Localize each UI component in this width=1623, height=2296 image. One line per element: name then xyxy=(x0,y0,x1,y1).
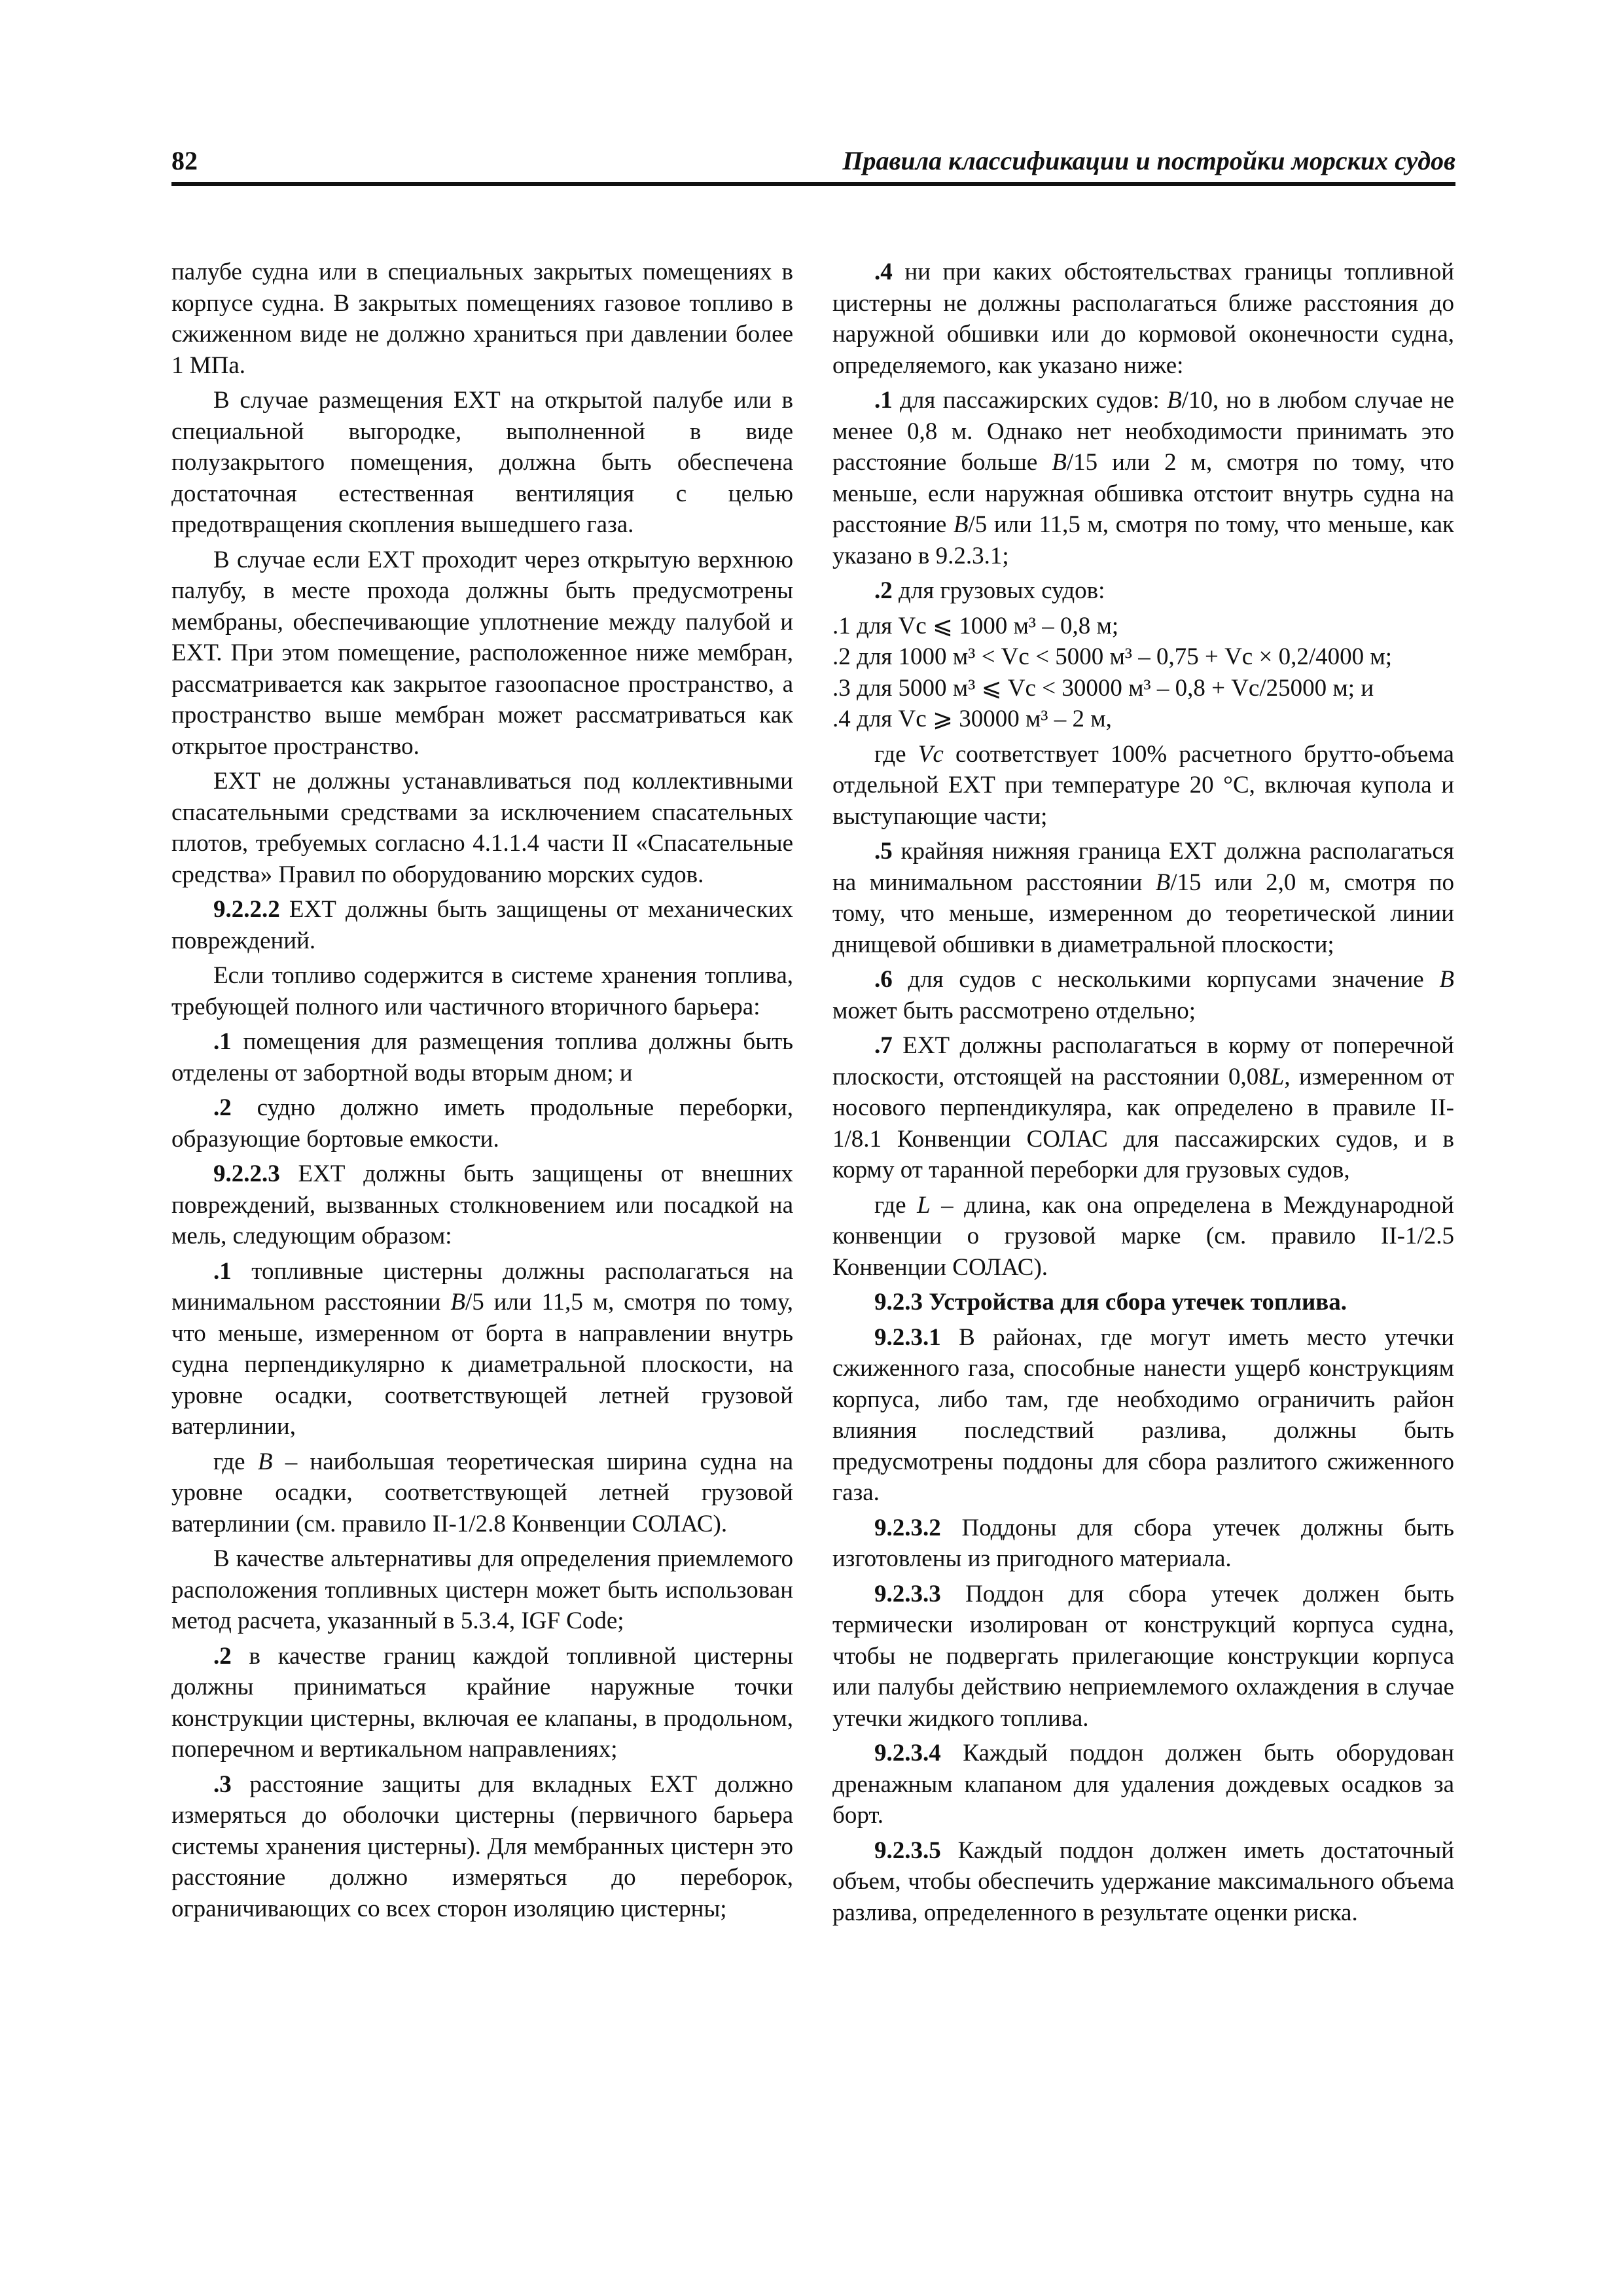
section-heading xyxy=(832,1287,1454,1318)
running-title: Правила классификации и постройки морских судов xyxy=(842,146,1455,175)
text: где xyxy=(874,740,918,768)
paragraph: В случае размещения ЕХТ на открытой палубе или в специальной выгородке, выполненной в виде полузакрытого помещения, должна быть обеспечена достаточная естественная вентиляция с целью предотвращения скопления вышедшего газа. xyxy=(171,387,793,538)
formula-line: .4 для Vc ⩾ 30000 м³ – 2 м, xyxy=(832,706,1112,732)
list-item xyxy=(171,1641,793,1765)
list-item xyxy=(171,1092,793,1155)
clause-paragraph xyxy=(832,1322,1454,1509)
item-text: расстояние защиты для вкладных ЕХТ должно измеряться до оболочки цистерны (первичного барьера системы хранения цистерны). Для мембранных цистерн это расстояние должно измеряться до переборок, ограничивающих со всех сторон изоляцию цистерны; xyxy=(171,1770,793,1922)
clause-number: 9.2.3.2 xyxy=(874,1514,941,1541)
item-number: .1 xyxy=(213,1257,232,1285)
variable: Vc xyxy=(918,740,944,768)
item-number: .4 xyxy=(874,259,893,285)
right-column xyxy=(832,257,1454,1932)
clause-paragraph xyxy=(171,894,793,956)
item-text: ЕХТ должны располагаться в корму от поперечной плоскости, отстоящей на расстоянии 0,08 xyxy=(832,1032,1454,1090)
formula-line: .1 для Vc ⩽ 1000 м³ – 0,8 м; xyxy=(832,612,1119,639)
clause-number: 9.2.3.5 xyxy=(874,1837,941,1864)
section-number: 9.2.3 xyxy=(874,1289,923,1316)
variable: B xyxy=(953,511,969,538)
clause-paragraph xyxy=(171,1158,793,1252)
formula-list xyxy=(832,611,1454,735)
paragraph: Если топливо содержится в системе хранения топлива, требующей полного или частичного вторичного барьера: xyxy=(171,962,793,1020)
text: – наибольшая теоретическая ширина судна на уровне осадки, соответствующей летней грузовой ватерлинии (см. правило II-1/2.8 Конвенции СОЛАС). xyxy=(171,1448,793,1537)
formula-line: .2 для 1000 м³ < Vc < 5000 м³ – 0,75 + Vc × 0,2/4000 м; xyxy=(832,643,1393,670)
list-item xyxy=(832,964,1454,1026)
item-number: .2 xyxy=(213,1642,232,1670)
item-text: /15 или 2 м, смотря по тому, что меньше, если наружная обшивка отстоит внутрь судна на расстояние xyxy=(832,449,1454,538)
clause-text: Каждый поддон должен быть оборудован дренажным клапаном для удаления дождевых осадков за борт. xyxy=(832,1740,1454,1829)
definition-paragraph xyxy=(832,739,1454,833)
item-number: .6 xyxy=(874,966,893,993)
item-text: , измеренном от носового перпендикуляра, как определено в правиле II-1/8.1 Конвенции СОЛАС для пассажирских судов, и в корму от таранной переборки для грузовых судов, xyxy=(832,1063,1454,1183)
variable: B xyxy=(1167,387,1182,414)
clause-number: 9.2.2.2 xyxy=(213,896,280,923)
item-text: топливные цистерны должны располагаться на минимальном расстоянии xyxy=(171,1257,793,1316)
variable: B xyxy=(257,1448,273,1475)
list-item xyxy=(832,1030,1454,1186)
item-number: .3 xyxy=(213,1770,232,1798)
clause-paragraph xyxy=(832,1579,1454,1734)
paragraph: палубе судна или в специальных закрытых помещениях в корпусе судна. В закрытых помещениях газовое топливо в сжиженном виде не должно храниться при давлении более 1 МПа. xyxy=(171,259,793,379)
item-number: .1 xyxy=(874,387,893,414)
list-item xyxy=(832,257,1454,381)
clause-text: Поддон для сбора утечек должен быть термически изолирован от конструкций корпуса судна, чтобы не подвергать прилегающие конструкции корпуса или палубы действию неприемлемого охлаждения в случае утечки жидкого топлива. xyxy=(832,1580,1454,1732)
clause-number: 9.2.3.1 xyxy=(874,1323,941,1351)
list-item xyxy=(171,1769,793,1925)
variable: B xyxy=(1155,869,1171,896)
item-text: может быть рассмотрено отдельно; xyxy=(832,997,1196,1024)
item-text: /10, но в любом случае не менее 0,8 м. Однако нет необходимости принимать это расстояние больше xyxy=(832,387,1454,476)
item-text: для пассажирских судов: xyxy=(892,387,1168,414)
variable: B xyxy=(1052,449,1067,476)
list-item xyxy=(832,836,1454,960)
item-text: крайняя нижняя граница ЕХТ должна располагаться на минимальном расстоянии xyxy=(832,838,1454,896)
item-text: /15 или 2,0 м, смотря по тому, что меньше, измеренном до теоретической линии днищевой обшивки в диаметральной плоскости; xyxy=(832,869,1454,958)
formula-line: .3 для 5000 м³ ⩽ Vc < 30000 м³ – 0,8 + Vc/25000 м; и xyxy=(832,674,1374,702)
list-item xyxy=(171,1256,793,1443)
item-text: помещения для размещения топлива должны быть отделены от забортной воды вторым дном; и xyxy=(171,1028,793,1086)
paragraph: ЕХТ не должны устанавливаться под коллективными спасательными средствами за исключением спасательных плотов, требуемых согласно 4.1.1.4 части II «Спасательные средства» Правил по оборудованию морских судов. xyxy=(171,768,793,888)
clause-text: Каждый поддон должен иметь достаточный объем, чтобы обеспечить удержание максимального объема разлива, определенного в результате оценки риска. xyxy=(832,1837,1454,1926)
clause-number: 9.2.3.3 xyxy=(874,1580,941,1607)
item-text: для судов с несколькими корпусами значение xyxy=(892,966,1440,993)
variable: L xyxy=(1270,1063,1285,1090)
item-number: .5 xyxy=(874,838,893,865)
item-number: .7 xyxy=(874,1032,893,1059)
paragraph: В качестве альтернативы для определения приемлемого расположения топливных цистерн может быть использован метод расчета, указанный в 5.3.4, IGF Code; xyxy=(171,1545,793,1634)
definition-paragraph xyxy=(832,1190,1454,1283)
text: где xyxy=(874,1191,918,1219)
clause-number: 9.2.3.4 xyxy=(874,1740,941,1767)
text: – длина, как она определена в Международной конвенции о грузовой марке (см. правило II-1/2.5 Конвенции СОЛАС). xyxy=(832,1191,1454,1281)
clause-text: В районах, где могут иметь место утечки сжиженного газа, способные нанести ущерб конструкциям корпуса, либо там, где необходимо ограничить район влияния последствий разлива, должны быть предусмотрены поддоны для сбора разлитого сжиженного газа. xyxy=(832,1323,1454,1506)
item-text: для грузовых судов: xyxy=(892,577,1105,604)
text: соответствует 100% расчетного брутто-объема отдельной ЕХТ при температуре 20 °С, включая купола и выступающие части; xyxy=(832,740,1454,830)
variable: L xyxy=(917,1191,931,1219)
item-number: .1 xyxy=(213,1028,232,1055)
clause-number: 9.2.2.3 xyxy=(213,1160,280,1187)
list-item xyxy=(832,575,1454,607)
variable: B xyxy=(1439,966,1454,993)
page-header xyxy=(171,143,1455,186)
clause-text: ЕХТ должны быть защищены от механических повреждений. xyxy=(171,896,793,954)
section-title: Устройства для сбора утечек топлива. xyxy=(923,1289,1347,1316)
list-item xyxy=(171,1026,793,1088)
list-item xyxy=(832,385,1454,571)
clause-text: ЕХТ должны быть защищены от внешних повреждений, вызванных столкновением или посадкой на мель, следующим образом: xyxy=(171,1160,793,1249)
item-text: /5 или 11,5 м, смотря по тому, что меньше, как указано в 9.2.3.1; xyxy=(832,511,1454,569)
item-text: ни при каких обстоятельствах границы топливной цистерны не должны располагаться ближе расстояния до наружной обшивки или до кормовой оконечности судна, определяемого, как указано ниже: xyxy=(832,259,1454,379)
item-text: в качестве границ каждой топливной цистерны должны приниматься крайние наружные точки конструкции цистерны, включая ее клапаны, в продольном, поперечном и вертикальном направлениях; xyxy=(171,1642,793,1763)
item-text: судно должно иметь продольные переборки, образующие бортовые емкости. xyxy=(171,1094,793,1153)
item-number: .2 xyxy=(874,577,893,604)
clause-text: Поддоны для сбора утечек должны быть изготовлены из пригодного материала. xyxy=(832,1514,1454,1572)
definition-paragraph xyxy=(171,1446,793,1540)
paragraph: В случае если ЕХТ проходит через открытую верхнюю палубу, в месте прохода должны быть предусмотрены мембраны, обеспечивающие уплотнение между палубой и ЕХТ. При этом помещение, расположенное ниже мембран, рассматривается как закрытое газоопасное пространство, а пространство выше мембран может рассматриваться как открытое пространство. xyxy=(171,546,793,760)
item-number: .2 xyxy=(213,1094,232,1121)
text: где xyxy=(213,1448,258,1475)
page-number: 82 xyxy=(171,146,198,175)
clause-paragraph xyxy=(832,1835,1454,1929)
left-column xyxy=(171,257,793,1928)
clause-paragraph xyxy=(832,1738,1454,1831)
clause-paragraph xyxy=(832,1513,1454,1575)
variable: B xyxy=(450,1289,465,1316)
item-text: /5 или 11,5 м, смотря по тому, что меньше, измеренном от борта в направлении внутрь судна перпендикулярно к диаметральной плоскости, на уровне осадки, соответствующей летней грузовой ватерлинии, xyxy=(171,1289,793,1440)
